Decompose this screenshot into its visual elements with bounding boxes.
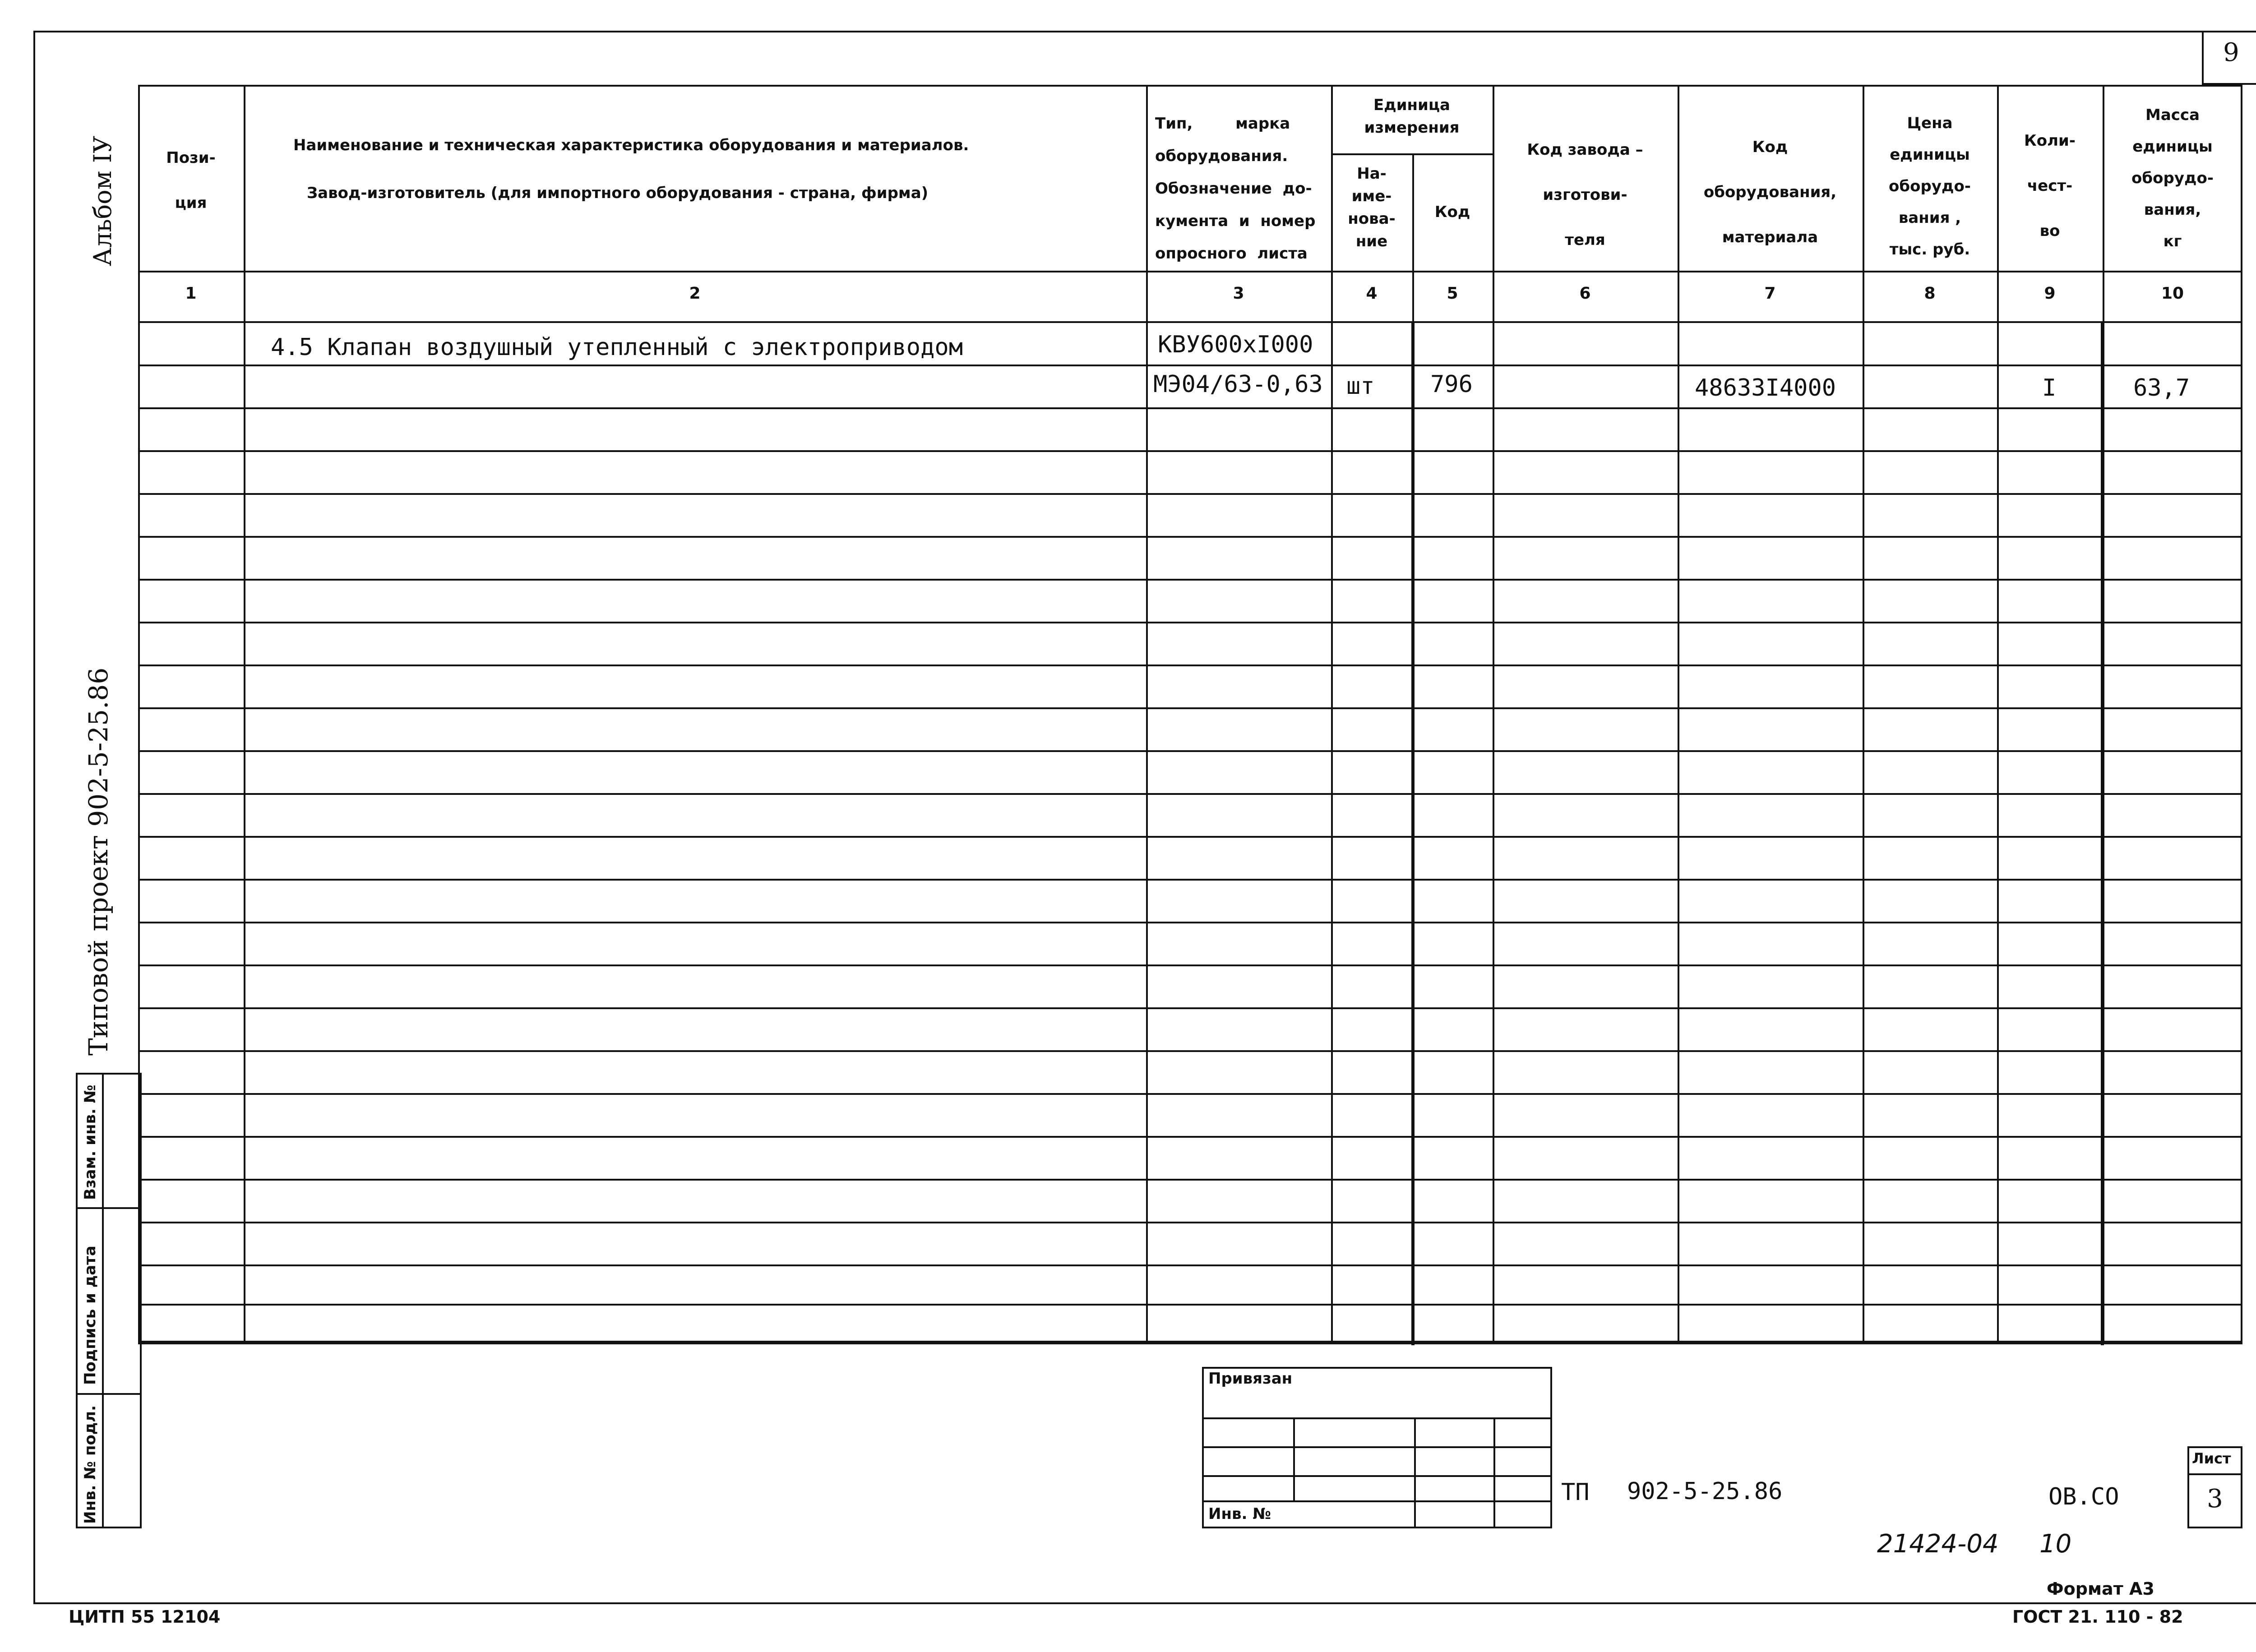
- row1-type: КВУ600хI000: [1158, 331, 1313, 358]
- col5-header: Код: [1434, 203, 1470, 221]
- row2-unit-code: 796: [1430, 371, 1473, 398]
- signature-date-label: Подпись и дата: [81, 1246, 99, 1385]
- col-num-4: 4: [1366, 284, 1378, 303]
- sheet-label: Лист: [2192, 1450, 2231, 1467]
- col6-header: Код завода – изготови- теля: [1527, 141, 1643, 249]
- col9-header: Коли- чест- во: [2024, 132, 2076, 240]
- col-num-9: 9: [2044, 284, 2056, 303]
- col-num-10: 10: [2161, 284, 2184, 303]
- col2-header-line2: Завод-изготовитель (для импортного оборудования - страна, фирма): [307, 184, 929, 202]
- row2-unit: шт: [1346, 373, 1375, 400]
- handwritten-number: 21424-04: [1877, 1529, 1999, 1559]
- col-num-2: 2: [689, 284, 701, 303]
- inv-no-label: Инв. №: [1208, 1505, 1271, 1523]
- page-number: 9: [2223, 38, 2239, 67]
- col-num-8: 8: [1924, 284, 1936, 303]
- table-frame: [138, 85, 2242, 1343]
- row2-type: МЭ04/63-0,63: [1153, 371, 1323, 398]
- format-label: Формат А3: [2047, 1579, 2154, 1599]
- col3-header: Тип, марка оборудования. Обозначение до- кумента и номер опросного листа: [1155, 115, 1316, 263]
- row2-qty: I: [2042, 374, 2057, 401]
- left-code: ЦИТП 55 12104: [69, 1607, 221, 1627]
- inv-podl-label: Инв. № подл.: [81, 1405, 99, 1524]
- stamp-tp: ТП: [1561, 1479, 1590, 1506]
- col4-header: На- име- нова- ние: [1348, 165, 1396, 250]
- col-num-1: 1: [185, 284, 197, 303]
- handwritten-number-2: 10: [2039, 1529, 2072, 1559]
- privyazan-label: Привязан: [1208, 1370, 1293, 1388]
- inv-vzam-label: Взам. инв. №: [81, 1084, 99, 1200]
- col2-header-line1: Наименование и техническая характеристика оборудования и материалов.: [293, 136, 969, 154]
- col4-group-header: Единица измерения: [1364, 96, 1460, 137]
- sheet-value: 3: [2207, 1484, 2223, 1514]
- row2-mass: 63,7: [2133, 374, 2190, 401]
- col-num-3: 3: [1233, 284, 1244, 303]
- project-label: Типовой проект 902-5-25.86: [83, 667, 114, 1056]
- row2-material-code: 48633I4000: [1695, 374, 1836, 401]
- col8-header: Цена единицы оборудо- вания , тыс. руб.: [1889, 114, 1971, 258]
- col1-header: Пози- ция: [166, 149, 216, 212]
- stamp-doc-code: ОВ.СО: [2048, 1483, 2119, 1510]
- col-num-5: 5: [1447, 284, 1458, 303]
- col-num-7: 7: [1764, 284, 1776, 303]
- col7-header: Код оборудования, материала: [1703, 138, 1837, 246]
- row1-name: 4.5 Клапан воздушный утепленный с электроприводом: [271, 334, 963, 361]
- stamp-doc-number: 902-5-25.86: [1627, 1478, 1783, 1505]
- col-num-6: 6: [1579, 284, 1591, 303]
- col10-header: Масса единицы оборудо- вания, кг: [2131, 106, 2214, 250]
- gost-label: ГОСТ 21. 110 - 82: [2012, 1607, 2183, 1627]
- album-label: Альбом IУ: [88, 135, 117, 266]
